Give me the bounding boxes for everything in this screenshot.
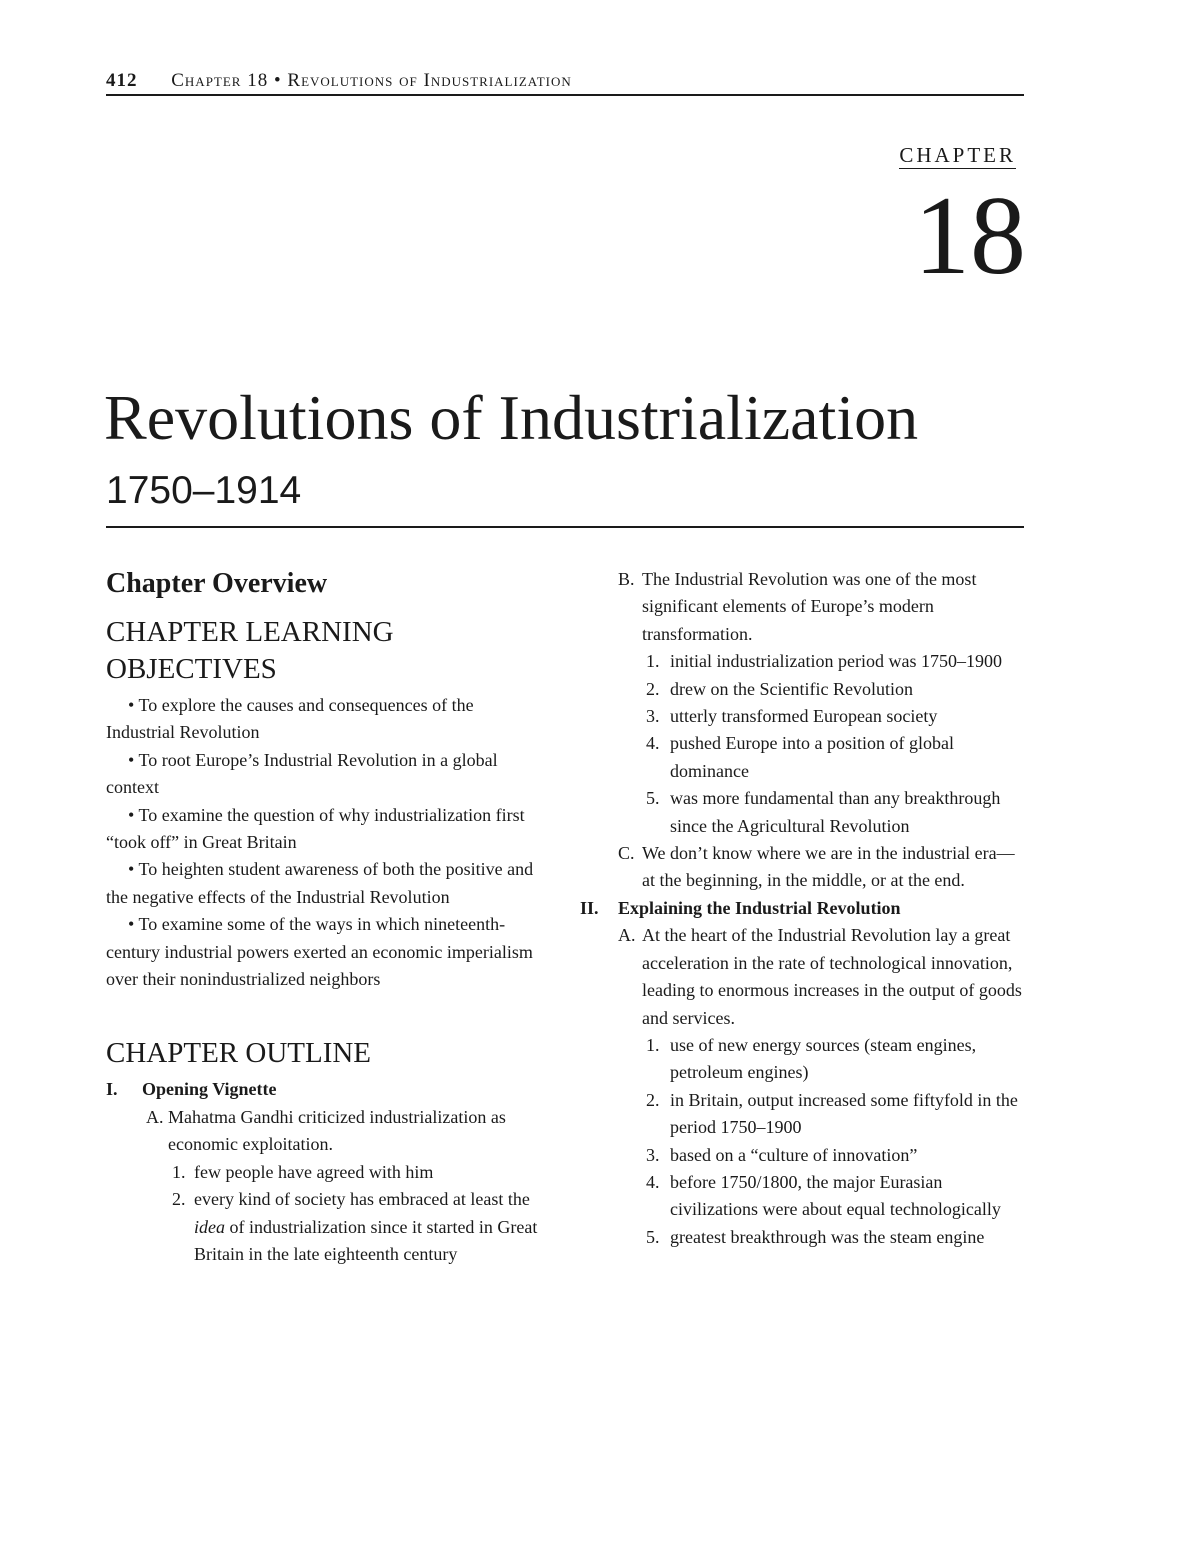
outline-letter-label: C. — [618, 843, 635, 864]
outline-section-II — [580, 895, 1026, 922]
outline-roman-title: Opening Vignette — [142, 1079, 277, 1100]
outline-number-text: drew on the Scientific Revolution — [670, 678, 913, 699]
objective-item: • To examine the question of why industrialization first “took off” in Great Britain — [106, 804, 525, 853]
outline-number-text: use of new energy sources (steam engines, petroleum engines) — [670, 1034, 977, 1083]
objectives-list — [106, 692, 546, 993]
running-head — [106, 70, 1024, 96]
outline-roman-label: II. — [580, 897, 599, 918]
page-number: 412 — [106, 70, 138, 91]
outline-item-II-A-4 — [580, 1169, 1026, 1224]
outline-item-I-B-1 — [580, 648, 1026, 675]
outline-item-II-A-2 — [580, 1087, 1026, 1142]
outline-letter-text: We don’t know where we are in the industrial era—at the beginning, in the middle, or at the end. — [642, 843, 1015, 891]
outline-item-II-A-1 — [580, 1032, 1026, 1087]
objective-item: • To heighten student awareness of both the positive and the negative effects of the Industrial Revolution — [106, 859, 534, 907]
objective-item: • To explore the causes and consequences of the Industrial Revolution — [106, 695, 474, 743]
outline-number-text: few people have agreed with him — [194, 1161, 434, 1182]
outline-item-I-B-2 — [580, 676, 1026, 703]
outline-number-text: greatest breakthrough was the steam engine — [670, 1226, 985, 1247]
chapter-number: 18 — [914, 174, 1026, 298]
left-column — [106, 566, 546, 1268]
outline-heading: CHAPTER OUTLINE — [106, 1037, 372, 1070]
outline-item-I-A-1 — [106, 1159, 546, 1186]
outline-number-text: before 1750/1800, the major Eurasian civilizations were about equal technologically — [670, 1171, 1001, 1220]
outline-item-I-B-5 — [580, 785, 1026, 840]
chapter-title: Revolutions of Industrialization — [104, 382, 919, 453]
outline-number-label: 2. — [646, 678, 660, 699]
text-segment: of industrialization since it started in Great Britain in the late eighteenth century — [194, 1216, 538, 1264]
running-head-separator: • — [273, 70, 282, 91]
outline-number-text — [194, 1186, 546, 1268]
outline-number-label: 2. — [646, 1089, 660, 1110]
outline-number-text: utterly transformed European society — [670, 706, 938, 727]
outline-item-I-B — [580, 566, 1026, 648]
outline-roman-label: I. — [106, 1079, 118, 1100]
running-head-chapter: Chapter 18 — [171, 70, 269, 91]
title-divider — [106, 526, 1024, 528]
outline-letter-text: Mahatma Gandhi criticized industrialization as economic exploitation. — [168, 1106, 506, 1155]
outline-number-label: 2. — [172, 1189, 186, 1210]
chapter-label: CHAPTER — [899, 143, 1016, 167]
outline-item-I-A-2 — [106, 1186, 546, 1268]
overview-heading: Chapter Overview — [106, 568, 328, 599]
outline-number-text: based on a “culture of innovation” — [670, 1144, 918, 1165]
outline-item-I-C — [580, 840, 1026, 895]
running-head-title: Revolutions of Industrialization — [287, 70, 572, 91]
objective-item: • To examine some of the ways in which nineteenth-century industrial powers exerted an economic imperialism over their nonindustrialized neighbors — [106, 914, 533, 990]
outline-number-text: pushed Europe into a position of global dominance — [670, 733, 954, 781]
outline-letter-label: A. — [618, 925, 636, 946]
outline-number-label: 5. — [646, 788, 660, 809]
outline-roman-title: Explaining the Industrial Revolution — [618, 897, 901, 918]
outline-letter-label: A. — [146, 1106, 164, 1127]
outline-number-text: was more fundamental than any breakthrough since the Agricultural Revolution — [670, 788, 1001, 836]
objectives-heading: CHAPTER LEARNING OBJECTIVES — [106, 616, 394, 685]
objective-item: • To root Europe’s Industrial Revolution in a global context — [106, 749, 498, 798]
outline-number-label: 5. — [646, 1226, 660, 1247]
outline-number-text: in Britain, output increased some fiftyfold in the period 1750–1900 — [670, 1089, 1018, 1138]
chapter-dates: 1750–1914 — [106, 469, 302, 512]
outline-number-label: 4. — [646, 1171, 660, 1192]
outline-number-text: initial industrialization period was 1750–1900 — [670, 651, 1002, 672]
outline-item-II-A-3 — [580, 1142, 1026, 1169]
outline-item-II-A — [580, 922, 1026, 1032]
outline-number-label: 1. — [646, 1034, 660, 1055]
right-column — [580, 566, 1026, 1251]
outline-letter-label: B. — [618, 569, 635, 589]
outline-number-label: 3. — [646, 706, 660, 727]
text-segment: every kind of society has embraced at least the — [194, 1189, 530, 1210]
outline-number-label: 1. — [646, 651, 660, 672]
outline-letter-text: At the heart of the Industrial Revolution lay a great acceleration in the rate of technological innovation, leading to enormous increases in the output of goods and services. — [642, 925, 1022, 1028]
outline-number-label: 1. — [172, 1161, 186, 1182]
outline-item-I-B-3 — [580, 703, 1026, 730]
outline-letter-text: The Industrial Revolution was one of the most significant elements of Europe’s modern transformation. — [642, 569, 977, 644]
outline-section-I — [106, 1076, 546, 1103]
outline-number-label: 3. — [646, 1144, 660, 1165]
outline-item-II-A-5 — [580, 1224, 1026, 1251]
outline-item-I-B-4 — [580, 730, 1026, 785]
outline-number-label: 4. — [646, 733, 660, 754]
emphasis-text: idea — [194, 1216, 225, 1237]
outline-item-I-A — [106, 1104, 546, 1159]
